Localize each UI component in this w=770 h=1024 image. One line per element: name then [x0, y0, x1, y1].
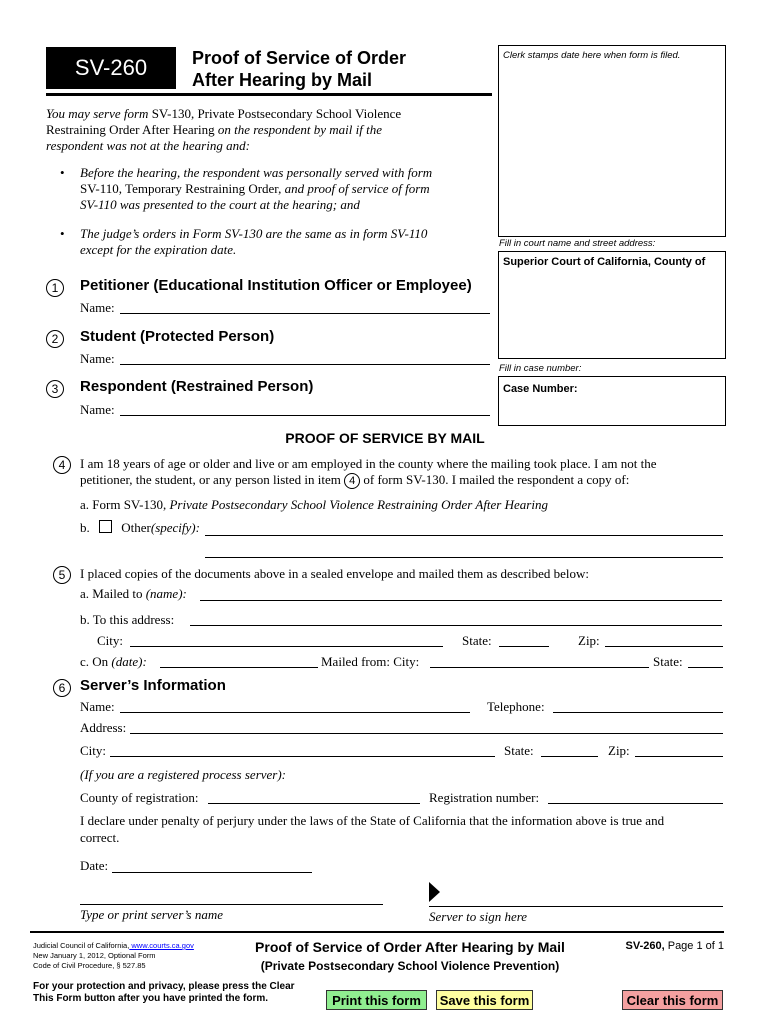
section-3-number: 3	[46, 380, 64, 398]
mail-state-field[interactable]	[499, 646, 549, 647]
court-title: Superior Court of California, County of	[503, 256, 706, 268]
footer-subtitle: (Private Postsecondary School Violence Prevention)	[260, 959, 560, 973]
section-4-line-1: I am 18 years of age or older and live or am employed in the county where the mailing took place. I am not the	[80, 456, 657, 471]
mailed-from-label: Mailed from: City:	[321, 654, 420, 669]
footer-council: Judicial Council of California, www.courts.ca.gov New January 1, 2012, Optional Form Code of Civil Procedure, § 527.85	[33, 941, 194, 970]
type-name-label: Type or print server’s name	[80, 907, 223, 922]
date-label: Date:	[80, 858, 109, 873]
mail-zip-field[interactable]	[605, 646, 723, 647]
section-1-heading: Petitioner (Educational Institution Officer or Employee)	[80, 277, 472, 294]
registration-number-field[interactable]	[548, 803, 723, 804]
print-form-button[interactable]: Print this form	[326, 990, 427, 1010]
mail-zip-label: Zip:	[578, 633, 600, 648]
court-fill-label: Fill in court name and street address:	[499, 238, 656, 249]
item-4-ref: 4	[344, 473, 360, 489]
other-specify-field-1[interactable]	[205, 535, 723, 536]
clerk-stamp-box	[498, 45, 726, 237]
to-address-field[interactable]	[190, 625, 722, 626]
privacy-note: For your protection and privacy, please press the Clear This Form button after you have printed the form.	[33, 981, 295, 1004]
mail-date-field[interactable]	[160, 667, 318, 668]
form-code: SV-260	[74, 55, 148, 80]
copy-a: a. Form SV-130, Private Postsecondary School Violence Restraining Order After Hearing	[80, 497, 548, 512]
other-checkbox[interactable]	[99, 520, 112, 533]
sign-arrow-icon	[429, 882, 440, 902]
registration-number-label: Registration number:	[429, 790, 540, 805]
header-rule	[46, 93, 492, 96]
sign-here-label: Server to sign here	[429, 909, 528, 924]
mail-city-label: City:	[97, 633, 124, 648]
section-5-text: I placed copies of the documents above in a sealed envelope and mailed them as described below:	[80, 566, 589, 581]
section-4-number: 4	[53, 456, 71, 474]
petitioner-name-field[interactable]	[120, 313, 490, 314]
form-title: Proof of Service of Order After Hearing by Mail	[192, 48, 407, 90]
section-1-number: 1	[46, 279, 64, 297]
student-name-label: Name:	[80, 351, 115, 366]
section-6-number: 6	[53, 679, 71, 697]
date-field[interactable]	[112, 872, 312, 873]
server-address-label: Address:	[80, 720, 127, 735]
server-city-label: City:	[80, 743, 107, 758]
courts-link[interactable]: www.courts.ca.gov	[129, 941, 194, 950]
mail-city-field[interactable]	[130, 646, 443, 647]
section-2-number: 2	[46, 330, 64, 348]
respondent-name-label: Name:	[80, 402, 115, 417]
intro-bullet-1: • Before the hearing, the respondent was personally served with form SV-110, Temporary Restraining Order, and proof of service of form SV-110 was presented to the court at the hearing; and	[60, 165, 433, 212]
server-address-field[interactable]	[130, 733, 723, 734]
server-name-field[interactable]	[120, 712, 470, 713]
court-name-box[interactable]	[498, 251, 726, 359]
student-name-field[interactable]	[120, 364, 490, 365]
mailed-to-field[interactable]	[200, 600, 722, 601]
server-zip-field[interactable]	[635, 756, 723, 757]
section-6-heading: Server’s Information	[80, 677, 226, 694]
footer-rule	[30, 931, 724, 933]
section-5-number: 5	[53, 566, 71, 584]
save-form-button[interactable]: Save this form	[436, 990, 533, 1010]
mail-state-label: State:	[462, 633, 492, 648]
registered-note: (If you are a registered process server):	[80, 767, 287, 782]
petitioner-name-label: Name:	[80, 300, 115, 315]
mailed-from-state-label: State:	[653, 654, 683, 669]
case-number-label: Case Number:	[503, 383, 578, 395]
section-3-heading: Respondent (Restrained Person)	[80, 378, 314, 395]
clear-form-button[interactable]: Clear this form	[622, 990, 723, 1010]
print-name-field[interactable]	[80, 904, 383, 905]
telephone-label: Telephone:	[487, 699, 545, 714]
county-registration-field[interactable]	[208, 803, 420, 804]
form-code-badge	[46, 47, 176, 89]
mailed-from-city-field[interactable]	[430, 667, 649, 668]
telephone-field[interactable]	[553, 712, 723, 713]
case-number-box[interactable]	[498, 376, 726, 426]
mail-date-label: c. On (date):	[80, 654, 147, 669]
copy-b: b. Other(specify):	[80, 520, 200, 535]
declaration-line-2: correct.	[80, 830, 120, 845]
intro-bullet-2: • The judge’s orders in Form SV-130 are the same as in form SV-110 except for the expiration date.	[60, 226, 428, 257]
case-fill-label: Fill in case number:	[499, 363, 582, 374]
to-address-label: b. To this address:	[80, 612, 175, 627]
section-2-heading: Student (Protected Person)	[80, 328, 275, 345]
server-state-field[interactable]	[541, 756, 598, 757]
server-zip-label: Zip:	[608, 743, 630, 758]
other-specify-field-2[interactable]	[205, 557, 723, 558]
proof-heading: PROOF OF SERVICE BY MAIL	[285, 430, 485, 446]
intro-paragraph: You may serve form SV-130, Private Postsecondary School Violence Restraining Order After Hearing on the respondent by mail if the respondent was not at the hearing and:	[46, 106, 402, 153]
signature-field[interactable]	[429, 906, 723, 907]
mailed-from-state-field[interactable]	[688, 667, 723, 668]
footer-title: Proof of Service of Order After Hearing by Mail	[255, 939, 565, 955]
mailed-to-label: a. Mailed to (name):	[80, 586, 187, 601]
clerk-note: Clerk stamps date here when form is filed.	[503, 50, 681, 61]
section-4-line-2: petitioner, the student, or any person listed in item 4 of form SV-130. I mailed the respondent a copy of:	[80, 472, 630, 488]
server-city-field[interactable]	[110, 756, 495, 757]
respondent-name-field[interactable]	[120, 415, 490, 416]
server-state-label: State:	[504, 743, 534, 758]
page-number: SV-260, Page 1 of 1	[625, 940, 724, 952]
declaration-line-1: I declare under penalty of perjury under the laws of the State of California that the information above is true and	[80, 813, 665, 828]
server-name-label: Name:	[80, 699, 115, 714]
county-registration-label: County of registration:	[80, 790, 199, 805]
